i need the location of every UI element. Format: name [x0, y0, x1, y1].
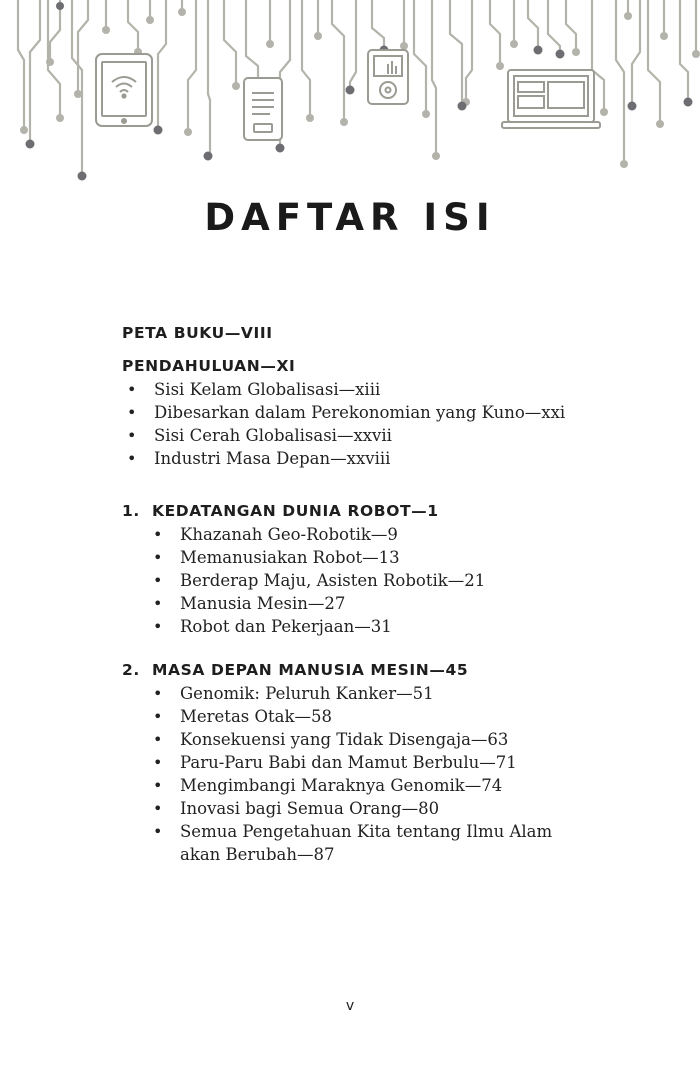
bullet-icon: • [153, 799, 163, 818]
toc-item: • Meretas Otak—58 [153, 707, 332, 726]
bullet-icon: • [153, 707, 163, 726]
bullet-icon: • [153, 822, 163, 841]
circuit-illustration [0, 0, 700, 185]
toc-heading-peta-buku: PETA BUKU—VIII [122, 324, 273, 342]
toc-item: • Sisi Cerah Globalisasi—xxvii [127, 426, 392, 445]
toc-item: • Inovasi bagi Semua Orang—80 [153, 799, 440, 818]
bullet-icon: • [153, 730, 163, 749]
toc-item: • Genomik: Peluruh Kanker—51 [153, 684, 434, 703]
phone-icon [244, 78, 282, 140]
bullet-icon: • [127, 426, 137, 445]
bullet-icon: • [127, 403, 137, 422]
bullet-icon: • [153, 684, 163, 703]
bullet-icon: • [153, 525, 163, 544]
bullet-icon: • [127, 449, 137, 468]
toc-item: • Manusia Mesin—27 [153, 594, 346, 613]
toc-item: • Semua Pengetahuan Kita tentang Ilmu Alam [153, 822, 553, 841]
toc-item: • Industri Masa Depan—xxviii [127, 449, 391, 468]
toc-item: • Khazanah Geo-Robotik—9 [153, 525, 398, 544]
page-title: DAFTAR ISI [204, 196, 496, 239]
toc-item: • Konsekuensi yang Tidak Disengaja—63 [153, 730, 509, 749]
toc-chapter-2-heading: 2. MASA DEPAN MANUSIA MESIN—45 [122, 661, 469, 679]
laptop-icon [502, 70, 600, 128]
music-player-icon [368, 50, 408, 104]
toc-chapter-1-heading: 1. KEDATANGAN DUNIA ROBOT—1 [122, 502, 439, 520]
toc-item: • Sisi Kelam Globalisasi—xiii [127, 380, 381, 399]
toc-item-continuation: akan Berubah—87 [180, 845, 335, 864]
toc-item: • Robot dan Pekerjaan—31 [153, 617, 392, 636]
bullet-icon: • [127, 380, 137, 399]
toc-heading-pendahuluan: PENDAHULUAN—XI [122, 357, 296, 375]
bullet-icon: • [153, 617, 163, 636]
bullet-icon: • [153, 594, 163, 613]
bullet-icon: • [153, 753, 163, 772]
bullet-icon: • [153, 571, 163, 590]
toc-item: • Berderap Maju, Asisten Robotik—21 [153, 571, 486, 590]
toc-item: • Mengimbangi Maraknya Genomik—74 [153, 776, 503, 795]
toc-item: • Memanusiakan Robot—13 [153, 548, 400, 567]
toc-item: • Dibesarkan dalam Perekonomian yang Kuno—xxi [127, 403, 566, 422]
bullet-icon: • [153, 776, 163, 795]
page-number: v [345, 998, 355, 1014]
bullet-icon: • [153, 548, 163, 567]
tablet-wifi-icon [96, 54, 152, 126]
toc-item: • Paru-Paru Babi dan Mamut Berbulu—71 [153, 753, 517, 772]
